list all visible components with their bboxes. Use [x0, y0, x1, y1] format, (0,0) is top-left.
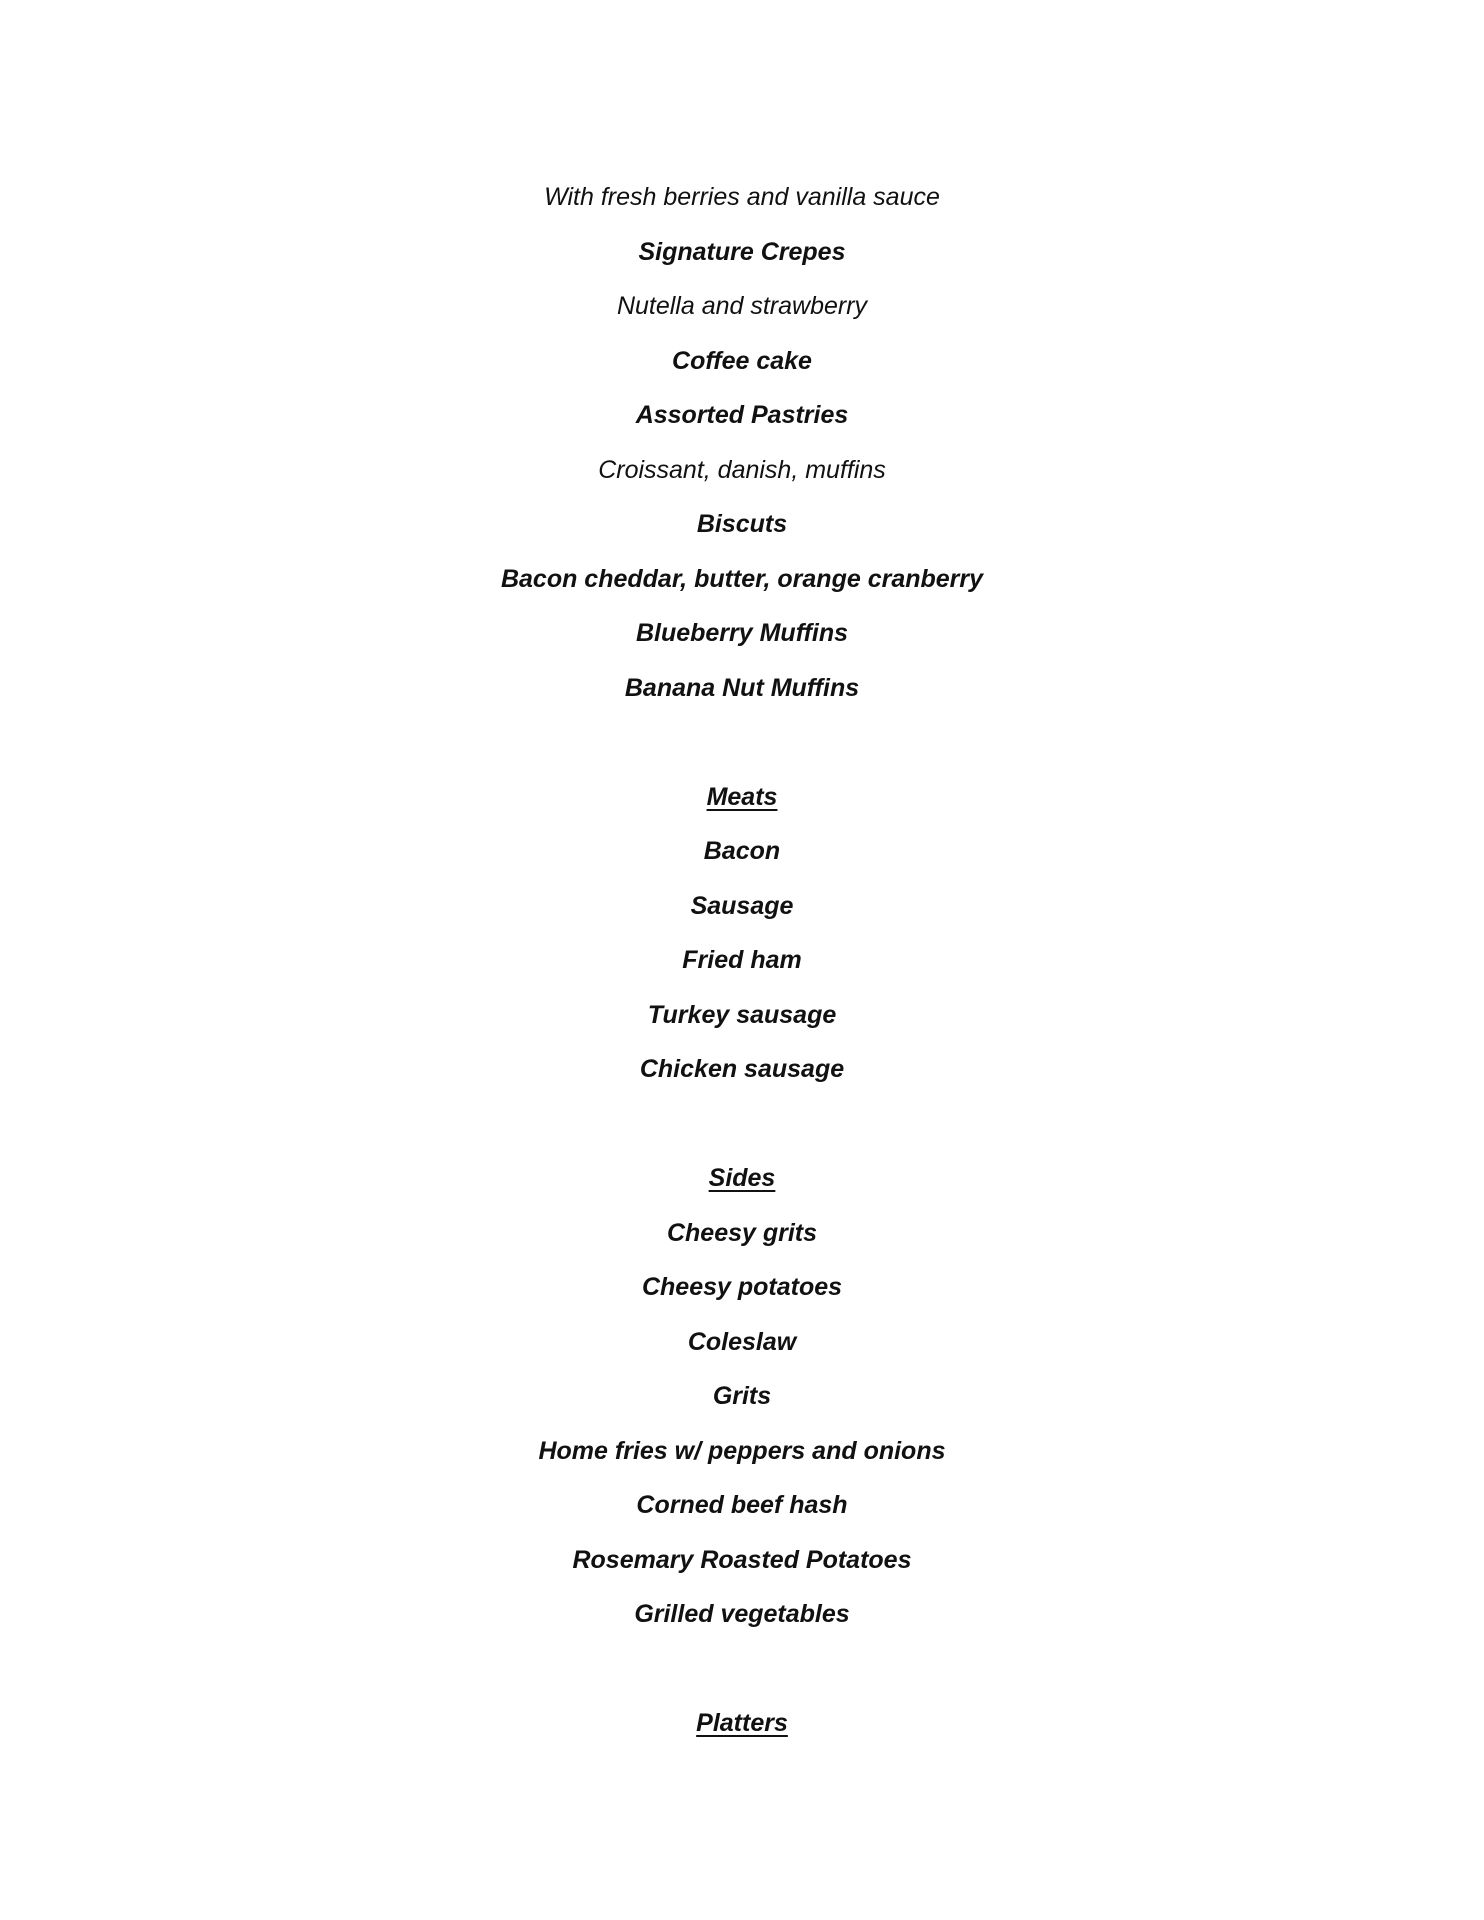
section-heading-meats: Meats — [706, 782, 778, 811]
menu-item-rosemary-roasted-potatoes: Rosemary Roasted Potatoes — [572, 1545, 912, 1574]
menu-item-biscuts: Biscuts — [696, 510, 788, 538]
menu-item-cheesy-potatoes: Cheesy potatoes — [641, 1273, 843, 1301]
menu-item-corned-beef-hash: Corned beef hash — [636, 1491, 848, 1519]
assorted-pastries-description: Croissant, danish, muffins — [598, 455, 886, 484]
menu-item-bacon: Bacon — [703, 837, 781, 865]
menu-item-turkey-sausage: Turkey sausage — [647, 1000, 837, 1029]
menu-item-grilled-vegetables: Grilled vegetables — [634, 1600, 850, 1628]
menu-item-signature-crepes: Signature Crepes — [638, 237, 846, 266]
menu-item-assorted-pastries: Assorted Pastries — [635, 401, 849, 429]
menu-item-cheesy-grits: Cheesy grits — [666, 1218, 818, 1247]
menu-item-home-fries: Home fries w/ peppers and onions — [538, 1436, 946, 1465]
signature-crepes-description: Nutella and strawberry — [616, 292, 868, 320]
crepe-description: With fresh berries and vanilla sauce — [544, 183, 940, 211]
section-heading-sides: Sides — [708, 1164, 776, 1192]
section-spacer — [0, 1097, 1484, 1152]
section-heading-platters: Platters — [696, 1709, 788, 1737]
menu-item-fried-ham: Fried ham — [682, 946, 802, 974]
menu-item-sausage: Sausage — [690, 891, 794, 920]
menu-list — [0, 170, 1484, 1751]
menu-item-blueberry-muffins: Blueberry Muffins — [635, 619, 849, 647]
menu-item-banana-nut-muffins: Banana Nut Muffins — [624, 673, 860, 702]
section-spacer — [0, 1642, 1484, 1697]
section-spacer — [0, 715, 1484, 770]
menu-item-coffee-cake: Coffee cake — [672, 346, 812, 375]
menu-item-grits: Grits — [712, 1382, 772, 1410]
menu-item-coleslaw: Coleslaw — [687, 1327, 797, 1356]
biscuts-flavors: Bacon cheddar, butter, orange cranberry — [500, 564, 984, 593]
menu-item-chicken-sausage: Chicken sausage — [639, 1055, 845, 1083]
